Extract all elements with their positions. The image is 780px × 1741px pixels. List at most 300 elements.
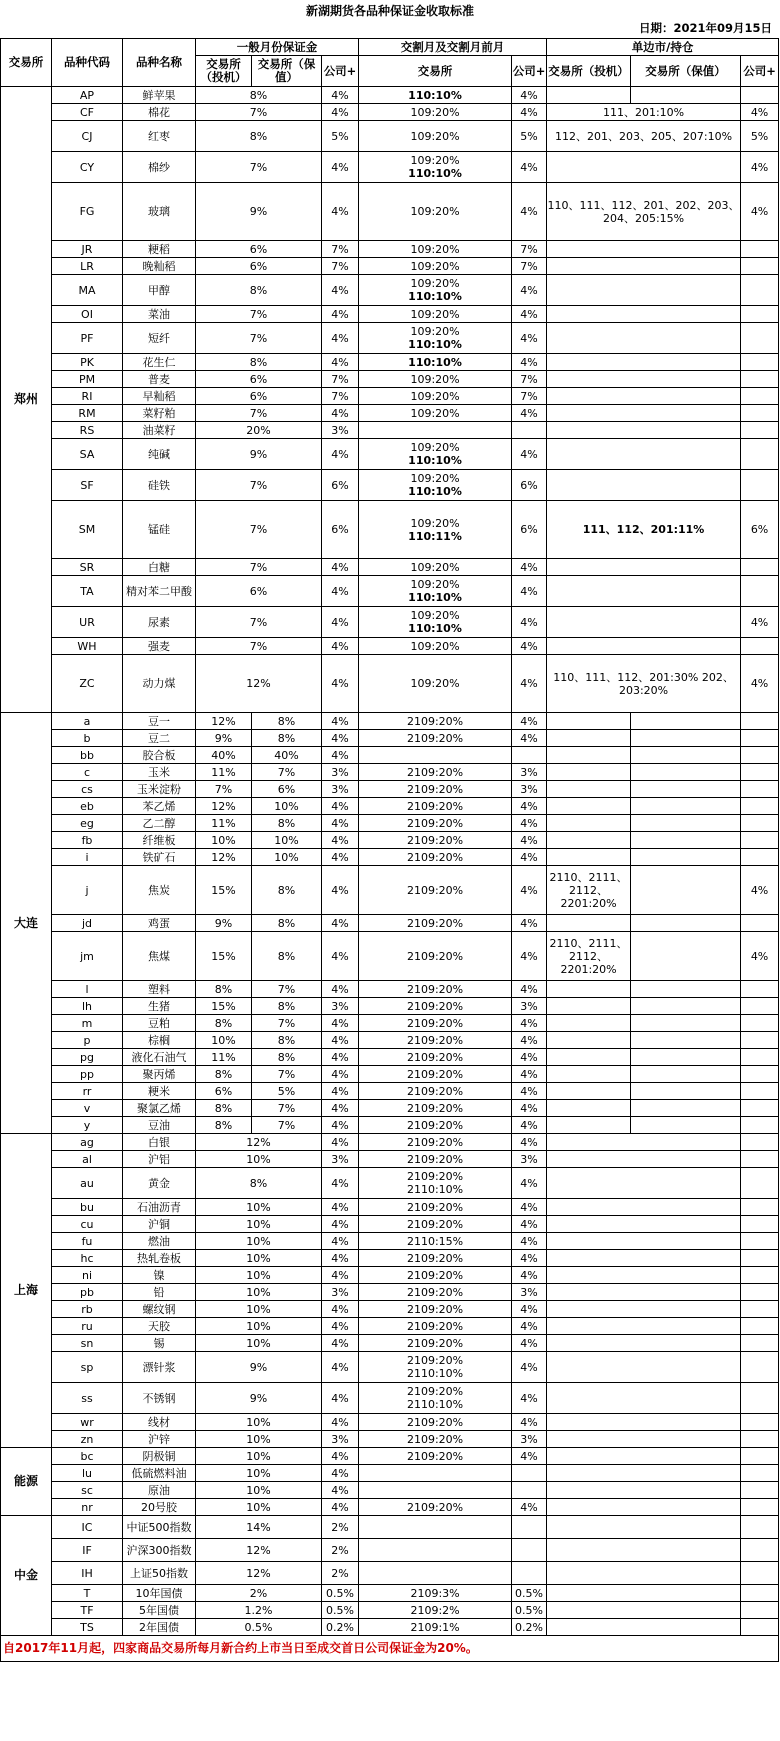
margin-table	[0, 38, 779, 1662]
delivery-company-margin: 4%	[512, 1414, 547, 1431]
header-gen-company: 公司+	[322, 56, 359, 87]
single-exchange-margin	[547, 1619, 741, 1636]
single-exchange-margin	[547, 1448, 741, 1465]
delivery-exchange-margin	[359, 576, 512, 607]
header-del-exchange: 交易所	[359, 56, 512, 87]
general-exchange-margin: 12%	[196, 1134, 322, 1151]
general-spec-margin: 12%	[196, 849, 252, 866]
product-code: SF	[52, 470, 123, 501]
product-name: 液化石油气	[123, 1049, 196, 1066]
delivery-company-margin: 4%	[512, 607, 547, 638]
delivery-exchange-margin	[359, 1619, 512, 1636]
single-hedge-margin	[631, 1117, 741, 1134]
delivery-margin-line: 110:10%	[408, 167, 462, 180]
general-exchange-margin: 12%	[196, 1562, 322, 1585]
delivery-margin-line: 109:20%	[410, 154, 460, 167]
single-hedge-margin	[631, 866, 741, 915]
general-company-margin: 3%	[322, 1284, 359, 1301]
delivery-company-margin	[512, 1465, 547, 1482]
single-spec-margin	[547, 1066, 631, 1083]
single-company-margin: 4%	[741, 607, 779, 638]
product-code: PM	[52, 371, 123, 388]
delivery-margin-line: 2109:2%	[410, 1603, 460, 1617]
single-spec-margin	[547, 781, 631, 798]
single-company-margin	[741, 747, 779, 764]
general-exchange-margin: 10%	[196, 1216, 322, 1233]
single-company-margin	[741, 405, 779, 422]
single-hedge-margin	[631, 832, 741, 849]
product-name: 20号胶	[123, 1499, 196, 1516]
table-row	[1, 1066, 779, 1083]
delivery-exchange-margin	[359, 1318, 512, 1335]
general-exchange-margin: 6%	[196, 388, 322, 405]
single-company-margin: 4%	[741, 655, 779, 713]
product-code: CJ	[52, 121, 123, 152]
delivery-exchange-margin	[359, 981, 512, 998]
general-company-margin: 4%	[322, 607, 359, 638]
single-company-margin	[741, 1151, 779, 1168]
exchange-label: 郑州	[1, 87, 52, 713]
product-code: eg	[52, 815, 123, 832]
product-name: 玻璃	[123, 183, 196, 241]
delivery-margin-line: 110:10%	[408, 485, 462, 498]
delivery-company-margin	[512, 1562, 547, 1585]
delivery-company-margin: 4%	[512, 306, 547, 323]
delivery-company-margin: 4%	[512, 439, 547, 470]
single-exchange-margin	[547, 258, 741, 275]
delivery-margin-line: 2109:20%	[406, 1135, 464, 1149]
product-name: 低硫燃料油	[123, 1465, 196, 1482]
delivery-company-margin: 4%	[512, 1049, 547, 1066]
single-exchange-margin	[547, 354, 741, 371]
product-code: fu	[52, 1233, 123, 1250]
single-exchange-margin	[547, 1216, 741, 1233]
delivery-company-margin: 4%	[512, 915, 547, 932]
general-company-margin: 4%	[322, 559, 359, 576]
general-exchange-margin: 8%	[196, 354, 322, 371]
delivery-exchange-margin	[359, 747, 512, 764]
general-spec-margin: 10%	[196, 832, 252, 849]
general-exchange-margin: 10%	[196, 1151, 322, 1168]
product-name: 镍	[123, 1267, 196, 1284]
delivery-company-margin: 6%	[512, 470, 547, 501]
table-row	[1, 1151, 779, 1168]
product-code: eb	[52, 798, 123, 815]
single-company-margin	[741, 1383, 779, 1414]
table-row	[1, 747, 779, 764]
table-row	[1, 932, 779, 981]
table-row	[1, 730, 779, 747]
single-hedge-margin	[631, 87, 741, 104]
product-code: AP	[52, 87, 123, 104]
single-company-margin: 4%	[741, 932, 779, 981]
product-name: 沪锌	[123, 1431, 196, 1448]
general-company-margin: 0.5%	[322, 1585, 359, 1602]
single-company-margin	[741, 638, 779, 655]
general-exchange-margin: 10%	[196, 1284, 322, 1301]
delivery-company-margin: 4%	[512, 1216, 547, 1233]
product-name: 线材	[123, 1414, 196, 1431]
general-exchange-margin: 6%	[196, 258, 322, 275]
table-row	[1, 1134, 779, 1151]
general-spec-margin: 8%	[196, 1015, 252, 1032]
product-name: 焦炭	[123, 866, 196, 915]
general-company-margin: 5%	[322, 121, 359, 152]
delivery-margin-line: 2109:20%	[406, 916, 464, 930]
single-company-margin	[741, 1562, 779, 1585]
general-company-margin: 4%	[322, 1233, 359, 1250]
product-name: 豆二	[123, 730, 196, 747]
product-code: SA	[52, 439, 123, 470]
single-company-margin	[741, 1134, 779, 1151]
table-row	[1, 1539, 779, 1562]
product-name: 原油	[123, 1482, 196, 1499]
delivery-exchange-margin	[359, 1100, 512, 1117]
general-company-margin: 3%	[322, 1151, 359, 1168]
product-name: 棕榈	[123, 1032, 196, 1049]
delivery-company-margin: 3%	[512, 781, 547, 798]
single-spec-margin	[547, 1032, 631, 1049]
table-row	[1, 998, 779, 1015]
product-code: T	[52, 1585, 123, 1602]
table-row	[1, 275, 779, 306]
product-code: rr	[52, 1083, 123, 1100]
general-exchange-margin: 7%	[196, 104, 322, 121]
product-name: 天胶	[123, 1318, 196, 1335]
table-row	[1, 258, 779, 275]
delivery-company-margin: 4%	[512, 638, 547, 655]
product-code: p	[52, 1032, 123, 1049]
general-company-margin: 4%	[322, 655, 359, 713]
delivery-margin-line: 2110:10%	[406, 1183, 464, 1196]
exchange-label: 上海	[1, 1134, 52, 1448]
single-company-margin	[741, 275, 779, 306]
delivery-exchange-margin	[359, 306, 512, 323]
delivery-exchange-margin	[359, 781, 512, 798]
general-company-margin: 4%	[322, 866, 359, 915]
single-hedge-margin	[631, 713, 741, 730]
delivery-company-margin: 4%	[512, 1250, 547, 1267]
delivery-margin-line: 2109:3%	[410, 1586, 460, 1600]
product-name: 燃油	[123, 1233, 196, 1250]
general-spec-margin: 12%	[196, 798, 252, 815]
general-spec-margin: 8%	[196, 1117, 252, 1134]
product-code: jd	[52, 915, 123, 932]
table-row	[1, 1383, 779, 1414]
general-company-margin: 4%	[322, 932, 359, 981]
general-company-margin: 3%	[322, 998, 359, 1015]
table-row	[1, 1499, 779, 1516]
single-exchange-margin	[547, 388, 741, 405]
delivery-margin-line: 2109:20%	[406, 1101, 464, 1115]
product-name: 晚籼稻	[123, 258, 196, 275]
product-code: pg	[52, 1049, 123, 1066]
single-company-margin	[741, 849, 779, 866]
single-exchange-margin	[547, 1151, 741, 1168]
delivery-margin-line: 2109:20%	[406, 1217, 464, 1231]
delivery-company-margin: 4%	[512, 849, 547, 866]
delivery-exchange-margin	[359, 1431, 512, 1448]
product-name: 棉纱	[123, 152, 196, 183]
single-exchange-margin	[547, 1602, 741, 1619]
product-name: 鲜苹果	[123, 87, 196, 104]
product-name: 菜籽粕	[123, 405, 196, 422]
product-code: c	[52, 764, 123, 781]
delivery-exchange-margin	[359, 470, 512, 501]
delivery-margin-line: 109:20%	[410, 441, 460, 454]
single-company-margin	[741, 1216, 779, 1233]
delivery-company-margin: 4%	[512, 932, 547, 981]
delivery-margin-line: 2109:20%	[406, 1500, 464, 1514]
table-row	[1, 470, 779, 501]
single-exchange-margin	[547, 1414, 741, 1431]
table-row	[1, 1482, 779, 1499]
product-name: 粳米	[123, 1083, 196, 1100]
product-name: 胶合板	[123, 747, 196, 764]
single-exchange-margin	[547, 371, 741, 388]
delivery-exchange-margin	[359, 1465, 512, 1482]
product-code: bu	[52, 1199, 123, 1216]
delivery-company-margin: 4%	[512, 323, 547, 354]
general-company-margin: 4%	[322, 638, 359, 655]
delivery-company-margin: 4%	[512, 1499, 547, 1516]
delivery-company-margin: 3%	[512, 1431, 547, 1448]
single-spec-margin	[547, 747, 631, 764]
single-exchange-margin	[547, 638, 741, 655]
general-exchange-margin: 2%	[196, 1585, 322, 1602]
general-exchange-margin: 9%	[196, 1352, 322, 1383]
single-company-margin	[741, 354, 779, 371]
delivery-margin-line: 2109:20%	[406, 1200, 464, 1214]
delivery-margin-line: 110:10%	[408, 338, 462, 351]
delivery-company-margin: 4%	[512, 815, 547, 832]
general-spec-margin: 7%	[196, 781, 252, 798]
product-code: lu	[52, 1465, 123, 1482]
general-company-margin: 4%	[322, 1199, 359, 1216]
product-code: i	[52, 849, 123, 866]
single-company-margin	[741, 576, 779, 607]
delivery-margin-line: 2109:20%	[406, 1285, 464, 1299]
delivery-margin-line: 109:20%	[410, 205, 460, 218]
single-company-margin	[741, 439, 779, 470]
delivery-margin-line: 2109:20%	[406, 1268, 464, 1282]
general-company-margin: 4%	[322, 832, 359, 849]
product-code: UR	[52, 607, 123, 638]
general-company-margin: 7%	[322, 371, 359, 388]
delivery-margin-line: 110:10%	[408, 591, 462, 604]
single-company-margin	[741, 1015, 779, 1032]
general-hedge-margin: 6%	[252, 781, 322, 798]
single-exchange-margin	[547, 1284, 741, 1301]
product-code: sn	[52, 1335, 123, 1352]
delivery-margin-line: 2109:20%	[406, 1152, 464, 1166]
delivery-margin-line: 110:11%	[408, 529, 462, 543]
delivery-company-margin: 4%	[512, 183, 547, 241]
product-name: 早籼稻	[123, 388, 196, 405]
general-company-margin: 4%	[322, 1250, 359, 1267]
general-spec-margin: 8%	[196, 1100, 252, 1117]
single-company-margin	[741, 371, 779, 388]
single-exchange-margin: 112、201、203、205、207:10%	[547, 121, 741, 152]
general-exchange-margin: 8%	[196, 121, 322, 152]
single-company-margin	[741, 1301, 779, 1318]
single-exchange-margin	[547, 405, 741, 422]
single-exchange-margin	[547, 607, 741, 638]
delivery-margin-line: 2109:20%	[406, 1319, 464, 1333]
delivery-company-margin: 4%	[512, 104, 547, 121]
product-name: 聚氯乙烯	[123, 1100, 196, 1117]
product-name: 玉米	[123, 764, 196, 781]
general-spec-margin: 9%	[196, 915, 252, 932]
delivery-exchange-margin	[359, 730, 512, 747]
single-exchange-margin	[547, 1383, 741, 1414]
single-company-margin	[741, 730, 779, 747]
single-company-margin	[741, 1083, 779, 1100]
single-spec-margin	[547, 815, 631, 832]
delivery-margin-line: 2109:20%	[406, 949, 464, 963]
product-name: 豆粕	[123, 1015, 196, 1032]
general-exchange-margin: 9%	[196, 1383, 322, 1414]
general-exchange-margin: 6%	[196, 576, 322, 607]
general-company-margin: 4%	[322, 747, 359, 764]
table-row	[1, 713, 779, 730]
single-company-margin	[741, 1100, 779, 1117]
delivery-company-margin: 4%	[512, 832, 547, 849]
delivery-exchange-margin	[359, 1134, 512, 1151]
delivery-margin-line: 109:20%	[410, 578, 460, 591]
general-company-margin: 7%	[322, 388, 359, 405]
delivery-margin-line: 109:20%	[410, 389, 460, 403]
general-company-margin: 6%	[322, 470, 359, 501]
single-exchange-margin	[547, 275, 741, 306]
general-company-margin: 4%	[322, 1168, 359, 1199]
delivery-exchange-margin	[359, 559, 512, 576]
single-company-margin	[741, 1585, 779, 1602]
delivery-company-margin: 4%	[512, 1168, 547, 1199]
delivery-margin-line: 109:20%	[410, 129, 460, 143]
product-code: PK	[52, 354, 123, 371]
delivery-company-margin: 4%	[512, 1134, 547, 1151]
single-spec-margin	[547, 1100, 631, 1117]
delivery-company-margin: 0.5%	[512, 1602, 547, 1619]
general-company-margin: 7%	[322, 241, 359, 258]
product-code: IH	[52, 1562, 123, 1585]
product-name: 铁矿石	[123, 849, 196, 866]
delivery-company-margin: 4%	[512, 866, 547, 915]
single-exchange-margin	[547, 1539, 741, 1562]
general-exchange-margin: 8%	[196, 87, 322, 104]
single-exchange-margin	[547, 1250, 741, 1267]
delivery-margin-line: 2109:20%	[406, 765, 464, 779]
delivery-margin-line: 2109:20%	[406, 1251, 464, 1265]
table-row	[1, 915, 779, 932]
delivery-company-margin: 0.2%	[512, 1619, 547, 1636]
delivery-company-margin	[512, 1539, 547, 1562]
general-company-margin: 4%	[322, 1335, 359, 1352]
table-row	[1, 104, 779, 121]
delivery-exchange-margin	[359, 275, 512, 306]
delivery-exchange-margin	[359, 1151, 512, 1168]
table-row	[1, 1301, 779, 1318]
delivery-margin-line: 2110:10%	[406, 1367, 464, 1380]
product-name: 苯乙烯	[123, 798, 196, 815]
general-company-margin: 3%	[322, 1431, 359, 1448]
general-exchange-margin: 10%	[196, 1465, 322, 1482]
table-row	[1, 559, 779, 576]
single-company-margin	[741, 87, 779, 104]
general-exchange-margin: 8%	[196, 1168, 322, 1199]
product-code: rb	[52, 1301, 123, 1318]
single-hedge-margin	[631, 730, 741, 747]
product-name: 油菜籽	[123, 422, 196, 439]
single-exchange-margin	[547, 1585, 741, 1602]
delivery-company-margin: 7%	[512, 371, 547, 388]
delivery-company-margin: 4%	[512, 655, 547, 713]
general-company-margin: 4%	[322, 1301, 359, 1318]
single-exchange-margin	[547, 1134, 741, 1151]
product-name: 鸡蛋	[123, 915, 196, 932]
table-row	[1, 323, 779, 354]
delivery-exchange-margin	[359, 1448, 512, 1465]
general-company-margin: 4%	[322, 87, 359, 104]
general-company-margin: 4%	[322, 1083, 359, 1100]
delivery-margin-line: 2109:1%	[410, 1620, 460, 1634]
general-company-margin: 4%	[322, 798, 359, 815]
general-spec-margin: 15%	[196, 932, 252, 981]
delivery-exchange-margin	[359, 354, 512, 371]
single-exchange-margin	[547, 576, 741, 607]
delivery-margin-line: 2109:20%	[406, 1336, 464, 1350]
header-del-company: 公司+	[512, 56, 547, 87]
single-spec-margin	[547, 764, 631, 781]
delivery-margin-line: 2110:15%	[406, 1234, 464, 1248]
general-hedge-margin: 7%	[252, 1100, 322, 1117]
single-company-margin: 4%	[741, 183, 779, 241]
single-company-margin: 5%	[741, 121, 779, 152]
table-row	[1, 1602, 779, 1619]
product-name: 豆油	[123, 1117, 196, 1134]
delivery-exchange-margin	[359, 323, 512, 354]
delivery-exchange-margin	[359, 1049, 512, 1066]
product-name: 菜油	[123, 306, 196, 323]
delivery-margin-line: 109:20%	[410, 259, 460, 273]
table-row	[1, 354, 779, 371]
product-code: j	[52, 866, 123, 915]
delivery-exchange-margin	[359, 915, 512, 932]
delivery-exchange-margin	[359, 258, 512, 275]
delivery-company-margin: 5%	[512, 121, 547, 152]
header-single-group: 单边市/持仓	[547, 39, 779, 56]
table-row	[1, 1431, 779, 1448]
single-company-margin	[741, 1499, 779, 1516]
delivery-margin-line: 109:20%	[410, 325, 460, 338]
delivery-exchange-margin	[359, 371, 512, 388]
delivery-company-margin: 4%	[512, 1199, 547, 1216]
product-code: a	[52, 713, 123, 730]
general-spec-margin: 9%	[196, 730, 252, 747]
general-hedge-margin: 8%	[252, 730, 322, 747]
delivery-margin-line: 2109:20%	[406, 982, 464, 996]
general-exchange-margin: 10%	[196, 1335, 322, 1352]
delivery-exchange-margin	[359, 1066, 512, 1083]
single-company-margin	[741, 1414, 779, 1431]
general-company-margin: 4%	[322, 1216, 359, 1233]
single-exchange-margin	[547, 1482, 741, 1499]
single-exchange-margin	[547, 1318, 741, 1335]
product-name: 白银	[123, 1134, 196, 1151]
single-hedge-margin	[631, 932, 741, 981]
product-name: 动力煤	[123, 655, 196, 713]
